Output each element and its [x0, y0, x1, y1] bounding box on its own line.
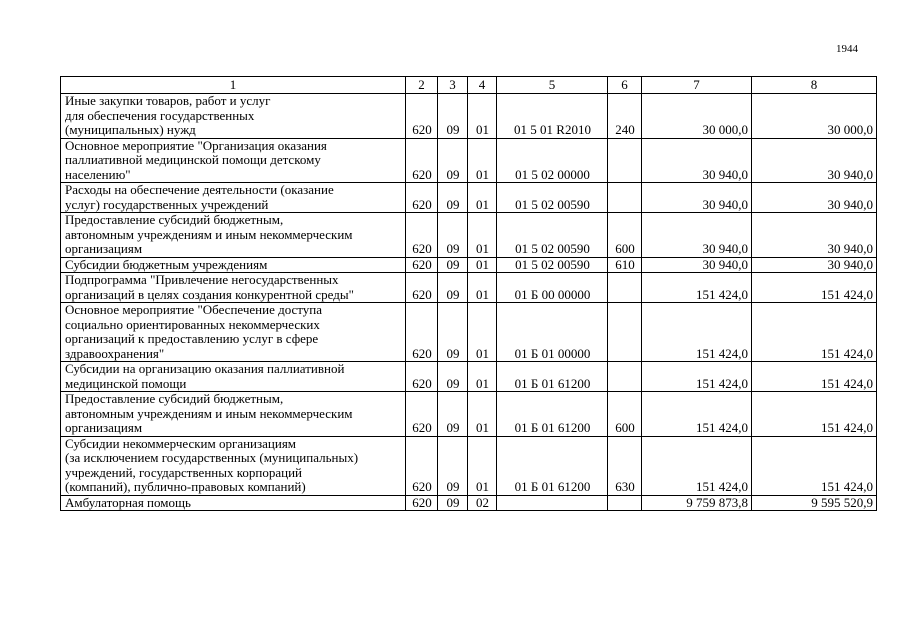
row-amount-8: 30 940,0	[752, 183, 877, 213]
row-expense-type	[608, 183, 642, 213]
row-section: 09	[438, 495, 468, 511]
row-subsection: 01	[468, 303, 497, 362]
row-expense-type: 600	[608, 213, 642, 258]
table-row	[61, 183, 877, 213]
row-amount-8: 30 940,0	[752, 257, 877, 273]
row-section: 09	[438, 362, 468, 392]
row-ministry-code: 620	[406, 257, 438, 273]
row-amount-7: 151 424,0	[642, 303, 752, 362]
table-row	[61, 303, 877, 362]
row-amount-7: 151 424,0	[642, 362, 752, 392]
row-expense-type: 610	[608, 257, 642, 273]
row-section: 09	[438, 392, 468, 437]
row-section: 09	[438, 138, 468, 183]
row-name: Иные закупки товаров, работ и услуг для обеспечения государственных (муниципальных) нужд	[61, 94, 406, 139]
table-row	[61, 257, 877, 273]
row-target-article: 01 5 02 00590	[497, 213, 608, 258]
table-row	[61, 94, 877, 139]
row-amount-7: 30 940,0	[642, 213, 752, 258]
header-col-4: 4	[468, 77, 497, 94]
row-ministry-code: 620	[406, 436, 438, 495]
header-col-2: 2	[406, 77, 438, 94]
row-subsection: 01	[468, 362, 497, 392]
row-target-article	[497, 495, 608, 511]
row-subsection: 01	[468, 273, 497, 303]
row-section: 09	[438, 213, 468, 258]
row-name: Субсидии бюджетным учреждениям	[61, 257, 406, 273]
row-name: Амбулаторная помощь	[61, 495, 406, 511]
row-amount-7: 30 940,0	[642, 257, 752, 273]
row-amount-7: 151 424,0	[642, 273, 752, 303]
row-amount-8: 30 940,0	[752, 213, 877, 258]
row-section: 09	[438, 257, 468, 273]
row-amount-8: 30 000,0	[752, 94, 877, 139]
row-expense-type	[608, 495, 642, 511]
row-name: Предоставление субсидий бюджетным, автономным учреждениям и иным некоммерческим организациям	[61, 213, 406, 258]
row-amount-8: 9 595 520,9	[752, 495, 877, 511]
row-ministry-code: 620	[406, 495, 438, 511]
row-subsection: 01	[468, 436, 497, 495]
row-target-article: 01 Б 00 00000	[497, 273, 608, 303]
row-amount-7: 9 759 873,8	[642, 495, 752, 511]
row-expense-type: 630	[608, 436, 642, 495]
row-section: 09	[438, 183, 468, 213]
table-row	[61, 273, 877, 303]
table-row	[61, 138, 877, 183]
row-subsection: 01	[468, 257, 497, 273]
row-target-article: 01 5 02 00590	[497, 183, 608, 213]
row-subsection: 01	[468, 138, 497, 183]
row-subsection: 01	[468, 183, 497, 213]
row-expense-type	[608, 303, 642, 362]
row-amount-8: 151 424,0	[752, 392, 877, 437]
row-amount-7: 30 000,0	[642, 94, 752, 139]
header-col-5: 5	[497, 77, 608, 94]
header-col-7: 7	[642, 77, 752, 94]
row-section: 09	[438, 94, 468, 139]
row-subsection: 01	[468, 213, 497, 258]
row-name: Подпрограмма "Привлечение негосударственных организаций в целях создания конкурентной среды"	[61, 273, 406, 303]
row-ministry-code: 620	[406, 362, 438, 392]
row-ministry-code: 620	[406, 94, 438, 139]
budget-table	[60, 76, 877, 511]
row-name: Субсидии некоммерческим организациям (за исключением государственных (муниципальных) учреждений, государственных корпораций (компаний), публично-правовых компаний)	[61, 436, 406, 495]
table-row	[61, 362, 877, 392]
row-amount-8: 151 424,0	[752, 273, 877, 303]
row-amount-8: 151 424,0	[752, 303, 877, 362]
row-section: 09	[438, 273, 468, 303]
row-expense-type	[608, 362, 642, 392]
row-amount-7: 151 424,0	[642, 392, 752, 437]
header-col-3: 3	[438, 77, 468, 94]
row-amount-8: 30 940,0	[752, 138, 877, 183]
row-expense-type	[608, 273, 642, 303]
table-row	[61, 436, 877, 495]
row-target-article: 01 5 02 00000	[497, 138, 608, 183]
row-target-article: 01 5 02 00590	[497, 257, 608, 273]
row-amount-8: 151 424,0	[752, 436, 877, 495]
row-subsection: 01	[468, 94, 497, 139]
row-name: Субсидии на организацию оказания паллиативной медицинской помощи	[61, 362, 406, 392]
row-expense-type	[608, 138, 642, 183]
row-target-article: 01 Б 01 00000	[497, 303, 608, 362]
row-ministry-code: 620	[406, 138, 438, 183]
table-row	[61, 495, 877, 511]
row-name: Основное мероприятие "Обеспечение доступа социально ориентированных некоммерческих организаций к предоставлению услуг в сфере здравоохранения"	[61, 303, 406, 362]
header-col-6: 6	[608, 77, 642, 94]
row-target-article: 01 Б 01 61200	[497, 392, 608, 437]
row-ministry-code: 620	[406, 273, 438, 303]
row-expense-type: 600	[608, 392, 642, 437]
row-amount-7: 30 940,0	[642, 183, 752, 213]
table-row	[61, 213, 877, 258]
row-amount-8: 151 424,0	[752, 362, 877, 392]
row-name: Расходы на обеспечение деятельности (оказание услуг) государственных учреждений	[61, 183, 406, 213]
row-ministry-code: 620	[406, 303, 438, 362]
row-section: 09	[438, 303, 468, 362]
table-row	[61, 392, 877, 437]
row-amount-7: 151 424,0	[642, 436, 752, 495]
header-col-8: 8	[752, 77, 877, 94]
row-ministry-code: 620	[406, 392, 438, 437]
row-target-article: 01 Б 01 61200	[497, 362, 608, 392]
row-subsection: 02	[468, 495, 497, 511]
row-ministry-code: 620	[406, 183, 438, 213]
row-target-article: 01 5 01 R2010	[497, 94, 608, 139]
row-ministry-code: 620	[406, 213, 438, 258]
page-number: 1944	[836, 43, 858, 55]
row-name: Предоставление субсидий бюджетным, автономным учреждениям и иным некоммерческим организациям	[61, 392, 406, 437]
row-subsection: 01	[468, 392, 497, 437]
header-col-1: 1	[61, 77, 406, 94]
table-header-row	[61, 77, 877, 94]
row-amount-7: 30 940,0	[642, 138, 752, 183]
row-expense-type: 240	[608, 94, 642, 139]
row-name: Основное мероприятие "Организация оказания паллиативной медицинской помощи детскому населению"	[61, 138, 406, 183]
row-section: 09	[438, 436, 468, 495]
row-target-article: 01 Б 01 61200	[497, 436, 608, 495]
